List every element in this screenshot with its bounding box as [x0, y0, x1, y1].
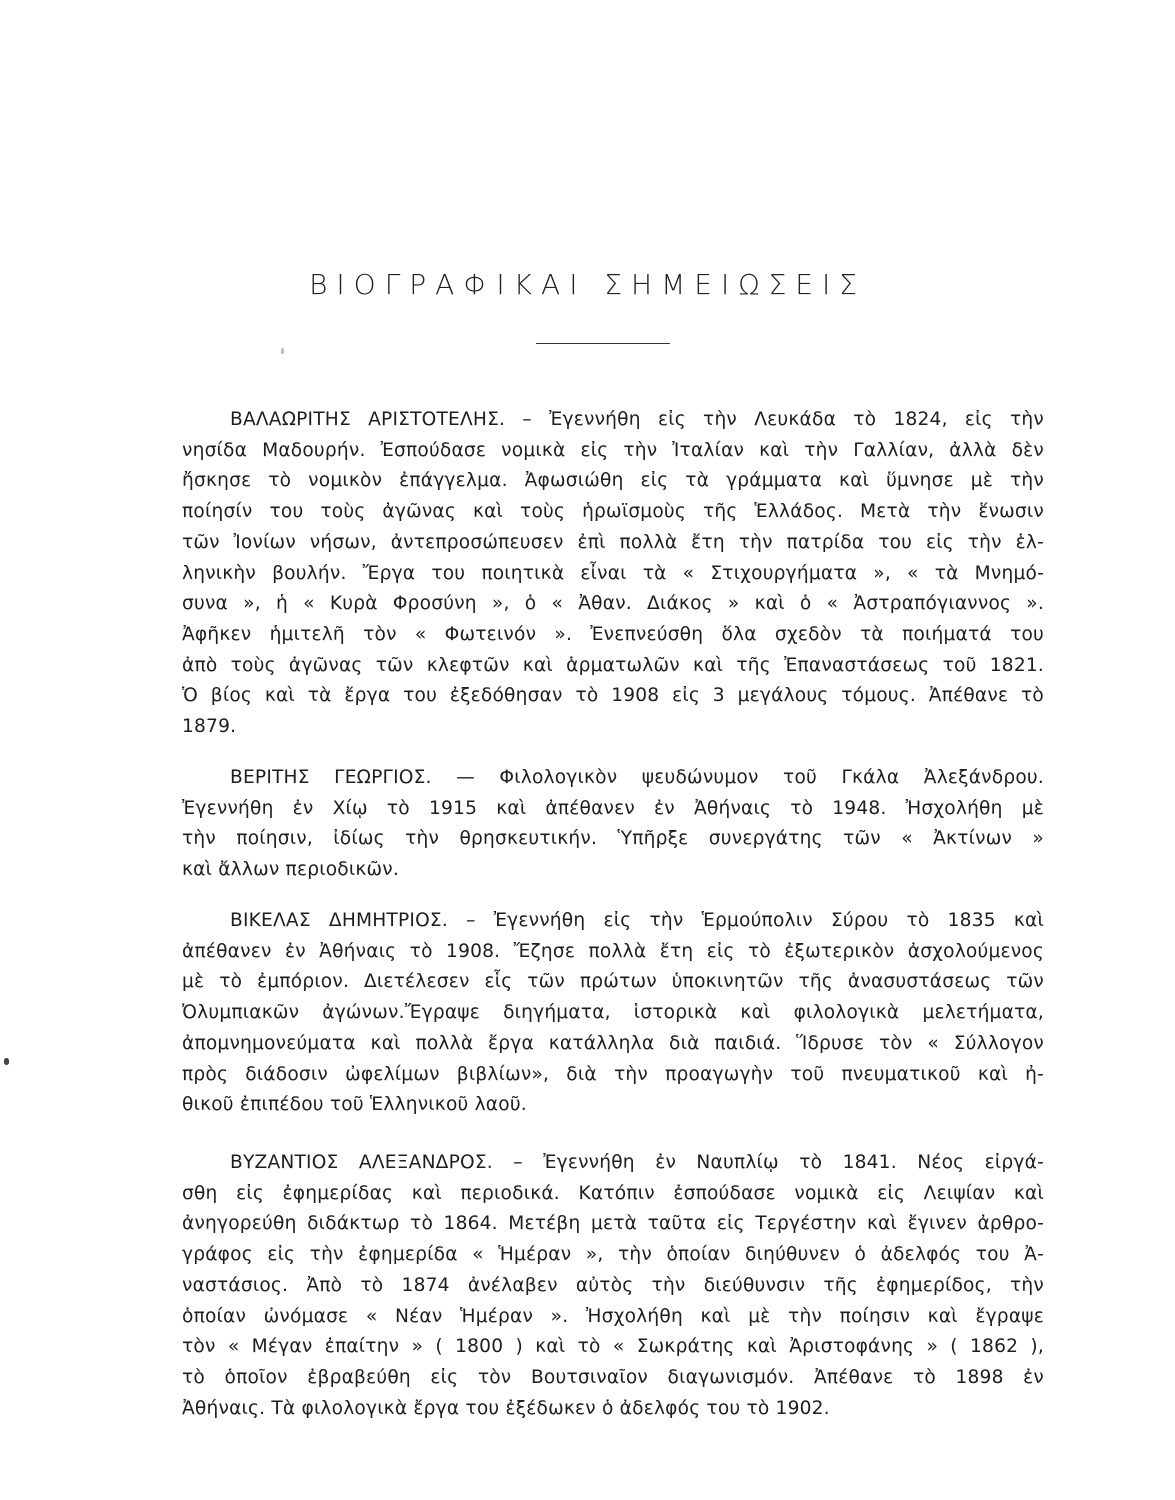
- entry-line: σθη εἰς ἐφημερίδας καὶ περιοδικά. Κατόπιν ἐσπούδασε νομικὰ εἰς Λειψίαν καὶ: [182, 1182, 1044, 1204]
- entry-line: συνα », ἡ « Κυρὰ Φροσύνη », ὁ « Ἀθαν. Διάκος » καὶ ὁ « Ἀστραπόγιαννος ».: [182, 593, 1044, 615]
- entry-line: γράφος εἰς τὴν ἐφημερίδα « Ἡμέραν », τὴν ὁποίαν διηύθυνεν ὁ ἀδελφός του Ἀ-: [182, 1244, 1044, 1266]
- entry-line: Ἐγεννήθη ἐν Χίῳ τὸ 1915 καὶ ἀπέθανεν ἐν Ἀθήναις τὸ 1948. Ἠσχολήθη μὲ: [182, 797, 1044, 819]
- entry-line: 1879.: [182, 716, 237, 738]
- entry-line: ἀπομνημονεύματα καὶ πολλὰ ἔργα κατάλληλα διὰ παιδιά. Ἵδρυσε τὸν « Σύλλογον: [182, 1032, 1044, 1054]
- bio-entry-vyzantios: [182, 1148, 1044, 1424]
- entry-line: ἀπέθανεν ἐν Ἀθήναις τὸ 1908. Ἔζησε πολλὰ ἔτη εἰς τὸ ἐξωτερικὸν ἀσχολούμενος: [182, 940, 1044, 962]
- entry-line: ληνικὴν βουλήν. Ἔργα του ποιητικὰ εἶναι τὰ « Στιχουργήματα », « τὰ Μνημό-: [182, 562, 1044, 584]
- entry-line: καὶ ἄλλων περιοδικῶν.: [182, 859, 399, 881]
- paper-speck: [281, 348, 284, 354]
- margin-mark: [4, 1058, 9, 1065]
- entry-line: ὁποίαν ὠνόμασε « Νέαν Ἡμέραν ». Ἠσχολήθη καὶ μὲ τὴν ποίησιν καὶ ἔγραψε: [182, 1305, 1044, 1327]
- entry-line: ἀνηγορεύθη διδάκτωρ τὸ 1864. Μετέβη μετὰ ταῦτα εἰς Τεργέστην καὶ ἔγινεν ἀρθρο-: [182, 1213, 1044, 1235]
- bio-entry-veritis: [182, 763, 1044, 886]
- entry-line: ΒΥΖΑΝΤΙΟΣ ΑΛΕΞΑΝΔΡΟΣ. – Ἐγεννήθη ἐν Ναυπλίῳ τὸ 1841. Νέος εἰργά-: [230, 1152, 1044, 1173]
- entry-line: Ἀθήναις. Τὰ φιλολογικὰ ἔργα του ἐξέδωκεν ὁ ἀδελφός του τὸ 1902.: [182, 1397, 830, 1419]
- entry-line: Ὀλυμπιακῶν ἀγώνων.Ἔγραψε διηγήματα, ἱστορικὰ καὶ φιλολογικὰ μελετήματα,: [182, 1002, 1044, 1024]
- bio-entry-valaoritis: [182, 405, 1044, 743]
- entry-line: ἤσκησε τὸ νομικὸν ἐπάγγελμα. Ἀφωσιώθη εἰς τὰ γράμματα καὶ ὕμνησε μὲ τὴν: [182, 470, 1044, 492]
- entry-line: ἀπὸ τοὺς ἀγῶνας τῶν κλεφτῶν καὶ ἁρματωλῶν καὶ τῆς Ἐπαναστάσεως τοῦ 1821.: [182, 654, 1044, 676]
- entry-line: ναστάσιος. Ἀπὸ τὸ 1874 ἀνέλαβεν αὐτὸς τὴν διεύθυνσιν τῆς ἐφημερίδος, τὴν: [182, 1274, 1044, 1296]
- entry-line: τὴν ποίησιν, ἰδίως τὴν θρησκευτικήν. Ὑπῆρξε συνεργάτης τῶν « Ἀκτίνων »: [182, 828, 1044, 850]
- title-divider: [536, 343, 670, 344]
- entry-line: τὸν « Μέγαν ἐπαίτην » ( 1800 ) καὶ τὸ « Σωκράτης καὶ Ἀριστοφάνης » ( 1862 ),: [182, 1336, 1044, 1358]
- page-title: ΒΙΟΓΡΑΦΙΚΑΙ ΣΗΜΕΙΩΣΕΙΣ: [309, 268, 866, 301]
- entry-line: τὸ ὁποῖον ἐβραβεύθη εἰς τὸν Βουτσιναῖον διαγωνισμόν. Ἀπέθανε τὸ 1898 ἐν: [182, 1366, 1044, 1388]
- entry-line: ΒΙΚΕΛΑΣ ΔΗΜΗΤΡΙΟΣ. – Ἐγεννήθη εἰς τὴν Ἑρμούπολιν Σύρου τὸ 1835 καὶ: [230, 910, 1044, 931]
- entry-line: θικοῦ ἐπιπέδου τοῦ Ἑλληνικοῦ λαοῦ.: [182, 1094, 527, 1116]
- entry-line: Ὁ βίος καὶ τὰ ἔργα του ἐξεδόθησαν τὸ 1908 εἰς 3 μεγάλους τόμους. Ἀπέθανε τὸ: [182, 685, 1044, 707]
- entry-line: πρὸς διάδοσιν ὠφελίμων βιβλίων», διὰ τὴν προαγωγὴν τοῦ πνευματικοῦ καὶ ἠ-: [182, 1063, 1044, 1085]
- entry-line: ποίησίν του τοὺς ἀγῶνας καὶ τοὺς ἡρωϊσμοὺς τῆς Ἑλλάδος. Μετὰ τὴν ἕνωσιν: [182, 501, 1044, 523]
- entry-line: ΒΑΛΑΩΡΙΤΗΣ ΑΡΙΣΤΟΤΕΛΗΣ. – Ἐγεννήθη εἰς τὴν Λευκάδα τὸ 1824, εἰς τὴν: [230, 409, 1044, 430]
- entry-line: τῶν Ἰονίων νήσων, ἀντεπροσώπευσεν ἐπὶ πολλὰ ἔτη τὴν πατρίδα του εἰς τὴν ἑλ-: [182, 531, 1044, 553]
- entry-line: μὲ τὸ ἐμπόριον. Διετέλεσεν εἷς τῶν πρώτων ὑποκινητῶν τῆς ἀνασυστάσεως τῶν: [182, 971, 1044, 993]
- entry-line: Ἀφῆκεν ἡμιτελῆ τὸν « Φωτεινόν ». Ἐνεπνεύσθη ὅλα σχεδὸν τὰ ποιήματά του: [182, 623, 1044, 645]
- bio-entry-vikelas: [182, 906, 1044, 1121]
- entry-line: ΒΕΡΙΤΗΣ ΓΕΩΡΓΙΟΣ. — Φιλολογικὸν ψευδώνυμον τοῦ Γκάλα Ἀλεξάνδρου.: [230, 767, 1044, 788]
- entry-line: νησίδα Μαδουρήν. Ἐσπούδασε νομικὰ εἰς τὴν Ἰταλίαν καὶ τὴν Γαλλίαν, ἀλλὰ δὲν: [182, 439, 1044, 461]
